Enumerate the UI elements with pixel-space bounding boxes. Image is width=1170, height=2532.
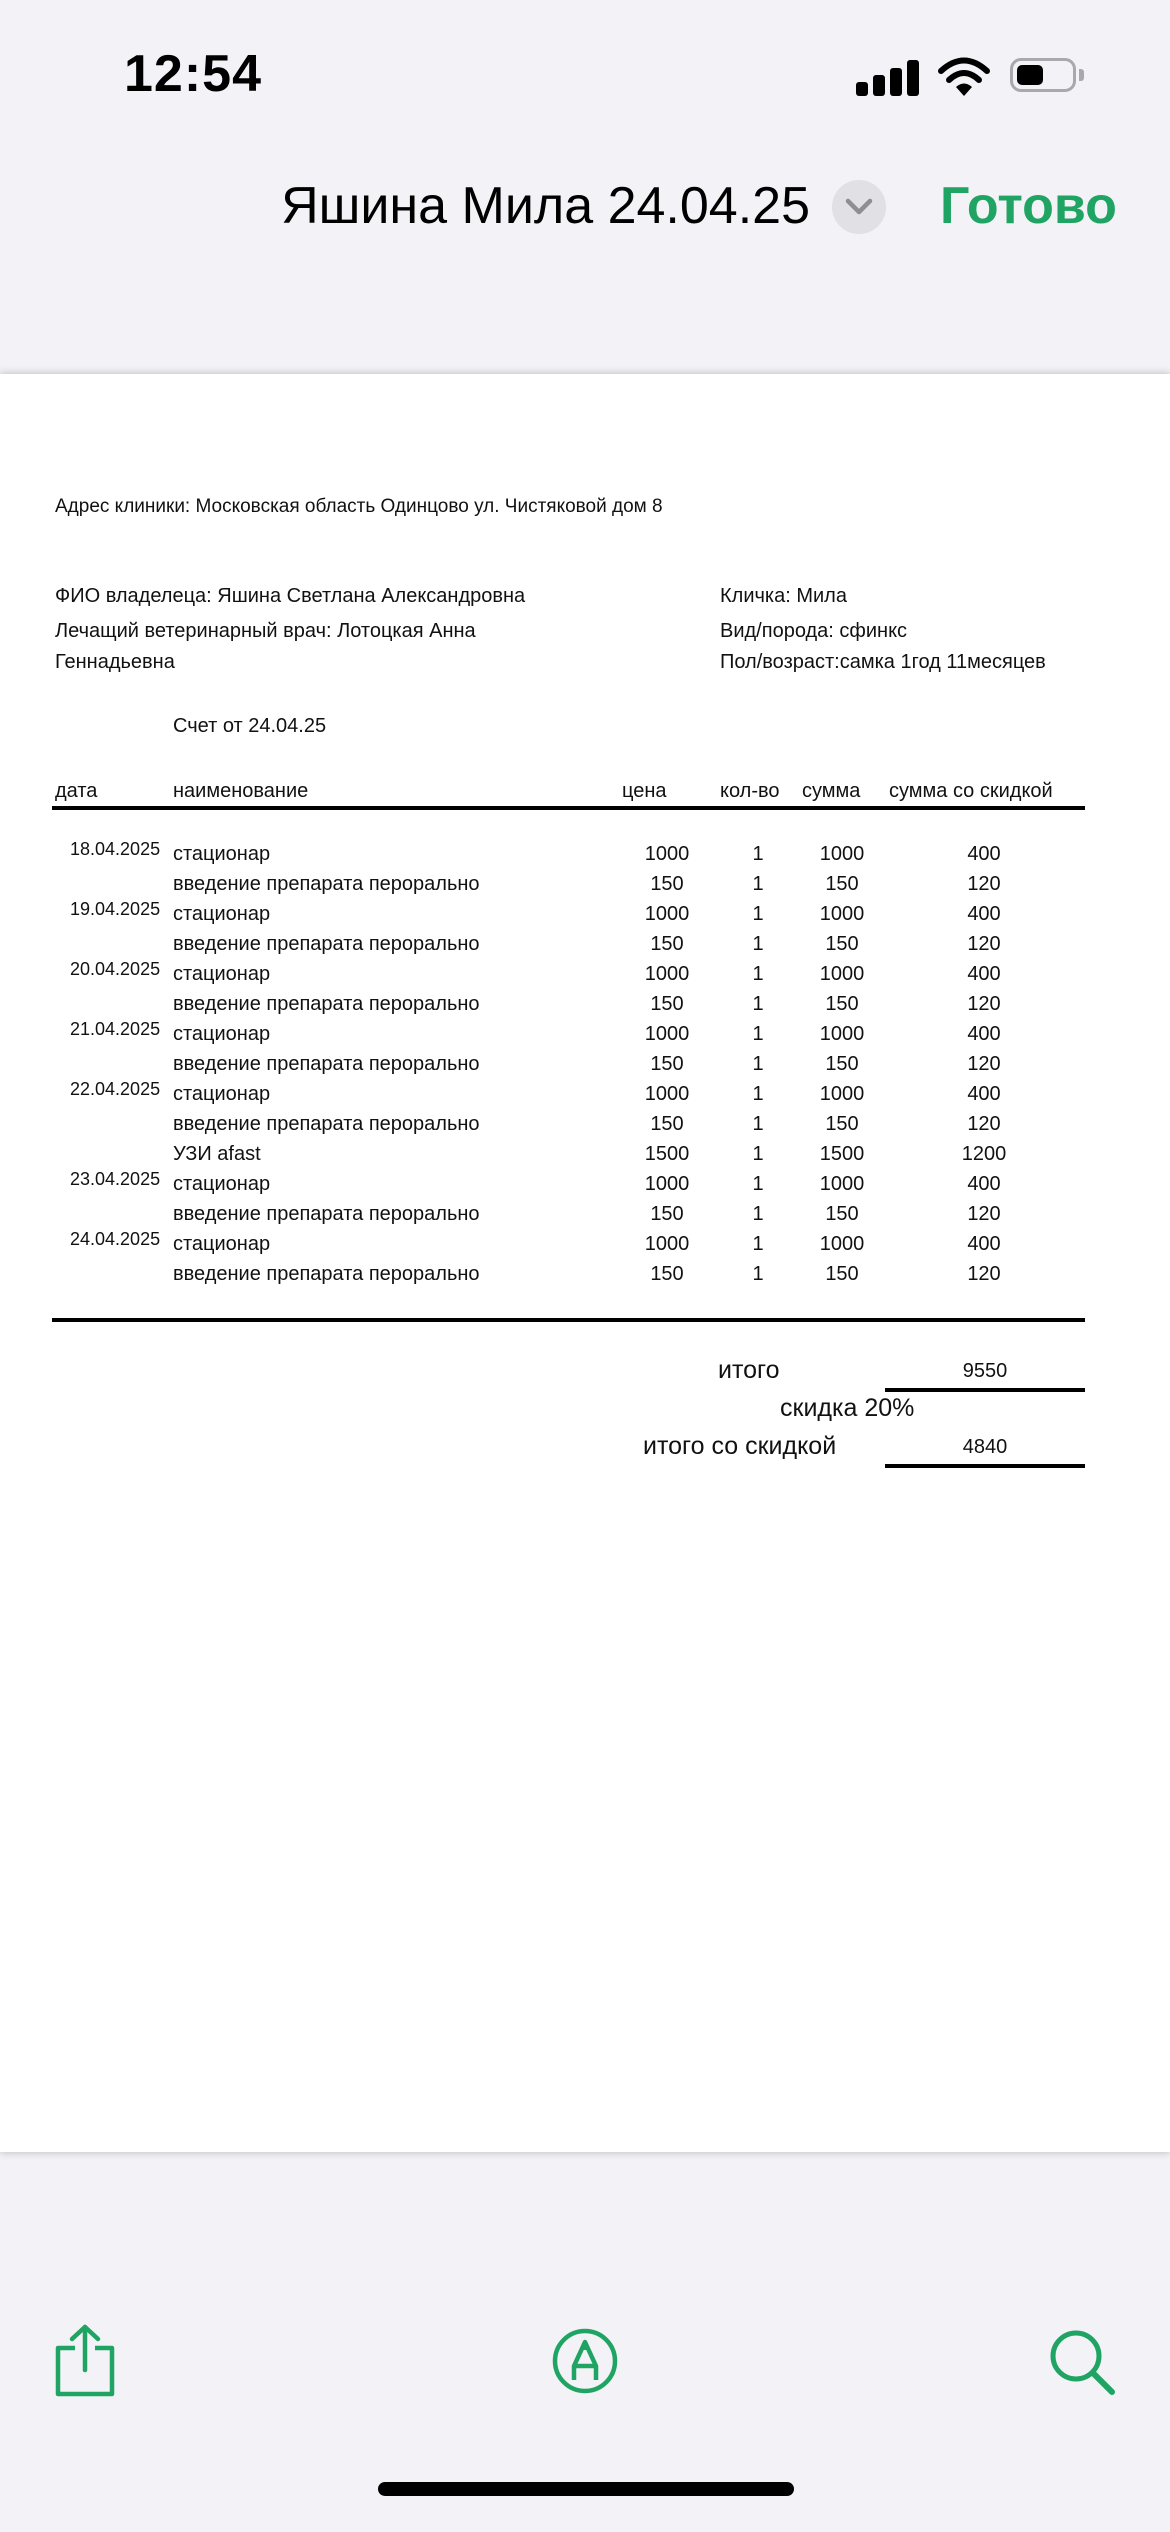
row-qty: 1 — [752, 933, 764, 955]
column-header-date: дата — [55, 780, 98, 802]
row-price: 150 — [650, 993, 684, 1015]
done-button[interactable]: Готово — [940, 177, 1117, 235]
row-sum: 1000 — [819, 963, 865, 985]
row-price: 1500 — [644, 1143, 690, 1165]
bottom-toolbar — [0, 2152, 1170, 2532]
row-date: 24.04.2025 — [70, 1229, 161, 1249]
row-price: 1000 — [644, 1233, 690, 1255]
row-date: 18.04.2025 — [70, 839, 161, 859]
row-sum: 150 — [825, 1263, 859, 1285]
search-icon[interactable] — [1048, 2328, 1116, 2396]
row-item-name: введение препарата перорально — [173, 1113, 480, 1135]
row-qty: 1 — [752, 1263, 764, 1285]
column-header-name: наименование — [173, 780, 309, 802]
table-bottom-divider — [52, 1318, 1085, 1322]
row-discount-sum: 120 — [967, 993, 1001, 1015]
row-date: 22.04.2025 — [70, 1079, 161, 1099]
owner-name: ФИО владелеца: Яшина Светлана Александровна — [55, 585, 526, 607]
column-header-discount-sum: сумма со скидкой — [889, 780, 1053, 802]
row-discount-sum: 400 — [967, 843, 1001, 865]
row-sum: 1000 — [819, 903, 865, 925]
row-qty: 1 — [752, 873, 764, 895]
pdf-document-page — [0, 374, 1170, 2152]
row-qty: 1 — [752, 843, 764, 865]
document-title: Яшина Мила 24.04.25 — [281, 177, 810, 235]
row-price: 150 — [650, 873, 684, 895]
row-price: 1000 — [644, 963, 690, 985]
total-value: 9550 — [962, 1360, 1008, 1382]
row-qty: 1 — [752, 903, 764, 925]
row-price: 150 — [650, 1263, 684, 1285]
status-bar — [0, 0, 1170, 150]
row-qty: 1 — [752, 993, 764, 1015]
pet-species: Вид/порода: сфинкс — [720, 620, 908, 642]
row-sum: 1000 — [819, 1083, 865, 1105]
row-sum: 1000 — [819, 1023, 865, 1045]
doctor-name-line1: Лечащий ветеринарный врач: Лотоцкая Анна — [55, 620, 476, 642]
status-time: 12:54 — [124, 45, 262, 103]
row-price: 1000 — [644, 1173, 690, 1195]
row-discount-sum: 120 — [967, 933, 1001, 955]
share-icon[interactable] — [54, 2324, 116, 2398]
row-discount-sum: 120 — [967, 1203, 1001, 1225]
row-item-name: стационар — [173, 903, 271, 925]
pet-sex-age: Пол/возраст:самка 1год 11месяцев — [720, 651, 1046, 673]
battery-icon — [1010, 58, 1084, 94]
row-price: 150 — [650, 1113, 684, 1135]
row-date: 23.04.2025 — [70, 1169, 161, 1189]
row-discount-sum: 400 — [967, 1083, 1001, 1105]
row-item-name: стационар — [173, 1173, 271, 1195]
row-item-name: введение препарата перорально — [173, 1263, 480, 1285]
row-item-name: стационар — [173, 963, 271, 985]
row-item-name: введение препарата перорально — [173, 933, 480, 955]
row-sum: 1000 — [819, 1173, 865, 1195]
cellular-signal-icon — [856, 60, 918, 96]
row-discount-sum: 120 — [967, 1263, 1001, 1285]
row-qty: 1 — [752, 1053, 764, 1075]
row-sum: 150 — [825, 1053, 859, 1075]
row-sum: 150 — [825, 873, 859, 895]
row-price: 1000 — [644, 1083, 690, 1105]
clinic-address: Адрес клиники: Московская область Одинцово ул. Чистяковой дом 8 — [55, 496, 663, 517]
total-label: итого — [718, 1356, 780, 1384]
row-discount-sum: 120 — [967, 1113, 1001, 1135]
discounted-total-value: 4840 — [962, 1436, 1008, 1458]
row-item-name: введение препарата перорально — [173, 873, 480, 895]
row-date: 20.04.2025 — [70, 959, 161, 979]
column-header-sum: сумма — [802, 780, 861, 802]
row-item-name: стационар — [173, 1233, 271, 1255]
invoice-title: Счет от 24.04.25 — [173, 715, 327, 737]
row-price: 150 — [650, 933, 684, 955]
column-header-qty: кол-во — [720, 780, 780, 802]
row-qty: 1 — [752, 1143, 764, 1165]
row-date: 21.04.2025 — [70, 1019, 161, 1039]
row-item-name: введение препарата перорально — [173, 993, 480, 1015]
row-discount-sum: 400 — [967, 1233, 1001, 1255]
row-item-name: стационар — [173, 1083, 271, 1105]
doctor-name-line2: Геннадьевна — [55, 651, 175, 673]
row-discount-sum: 120 — [967, 873, 1001, 895]
header-divider — [52, 806, 1085, 810]
row-price: 150 — [650, 1203, 684, 1225]
row-qty: 1 — [752, 1203, 764, 1225]
row-discount-sum: 400 — [967, 1173, 1001, 1195]
total-underline — [885, 1388, 1085, 1392]
row-discount-sum: 400 — [967, 963, 1001, 985]
row-qty: 1 — [752, 1023, 764, 1045]
row-date: 19.04.2025 — [70, 899, 161, 919]
row-item-name: введение препарата перорально — [173, 1203, 480, 1225]
row-price: 1000 — [644, 1023, 690, 1045]
row-qty: 1 — [752, 1083, 764, 1105]
row-discount-sum: 400 — [967, 1023, 1001, 1045]
row-discount-sum: 400 — [967, 903, 1001, 925]
column-header-price: цена — [622, 780, 667, 802]
row-sum: 150 — [825, 993, 859, 1015]
row-qty: 1 — [752, 1173, 764, 1195]
title-menu-chevron-icon[interactable] — [832, 180, 886, 234]
row-item-name: УЗИ afast — [173, 1143, 261, 1165]
row-sum: 150 — [825, 1203, 859, 1225]
row-price: 1000 — [644, 843, 690, 865]
markup-icon[interactable] — [552, 2328, 618, 2394]
row-price: 150 — [650, 1053, 684, 1075]
discounted-total-underline — [885, 1464, 1085, 1468]
row-qty: 1 — [752, 963, 764, 985]
row-item-name: введение препарата перорально — [173, 1053, 480, 1075]
row-sum: 150 — [825, 1113, 859, 1135]
discount-label: скидка 20% — [780, 1394, 915, 1422]
row-qty: 1 — [752, 1233, 764, 1255]
pet-name: Кличка: Мила — [720, 585, 847, 607]
wifi-icon — [938, 56, 990, 98]
row-discount-sum: 120 — [967, 1053, 1001, 1075]
row-item-name: стационар — [173, 1023, 271, 1045]
row-discount-sum: 1200 — [961, 1143, 1007, 1165]
row-price: 1000 — [644, 903, 690, 925]
row-qty: 1 — [752, 1113, 764, 1135]
row-sum: 1000 — [819, 843, 865, 865]
discounted-total-label: итого со скидкой — [643, 1432, 837, 1460]
row-sum: 1000 — [819, 1233, 865, 1255]
row-item-name: стационар — [173, 843, 271, 865]
home-indicator — [378, 2482, 794, 2496]
row-sum: 150 — [825, 933, 859, 955]
row-sum: 1500 — [819, 1143, 865, 1165]
